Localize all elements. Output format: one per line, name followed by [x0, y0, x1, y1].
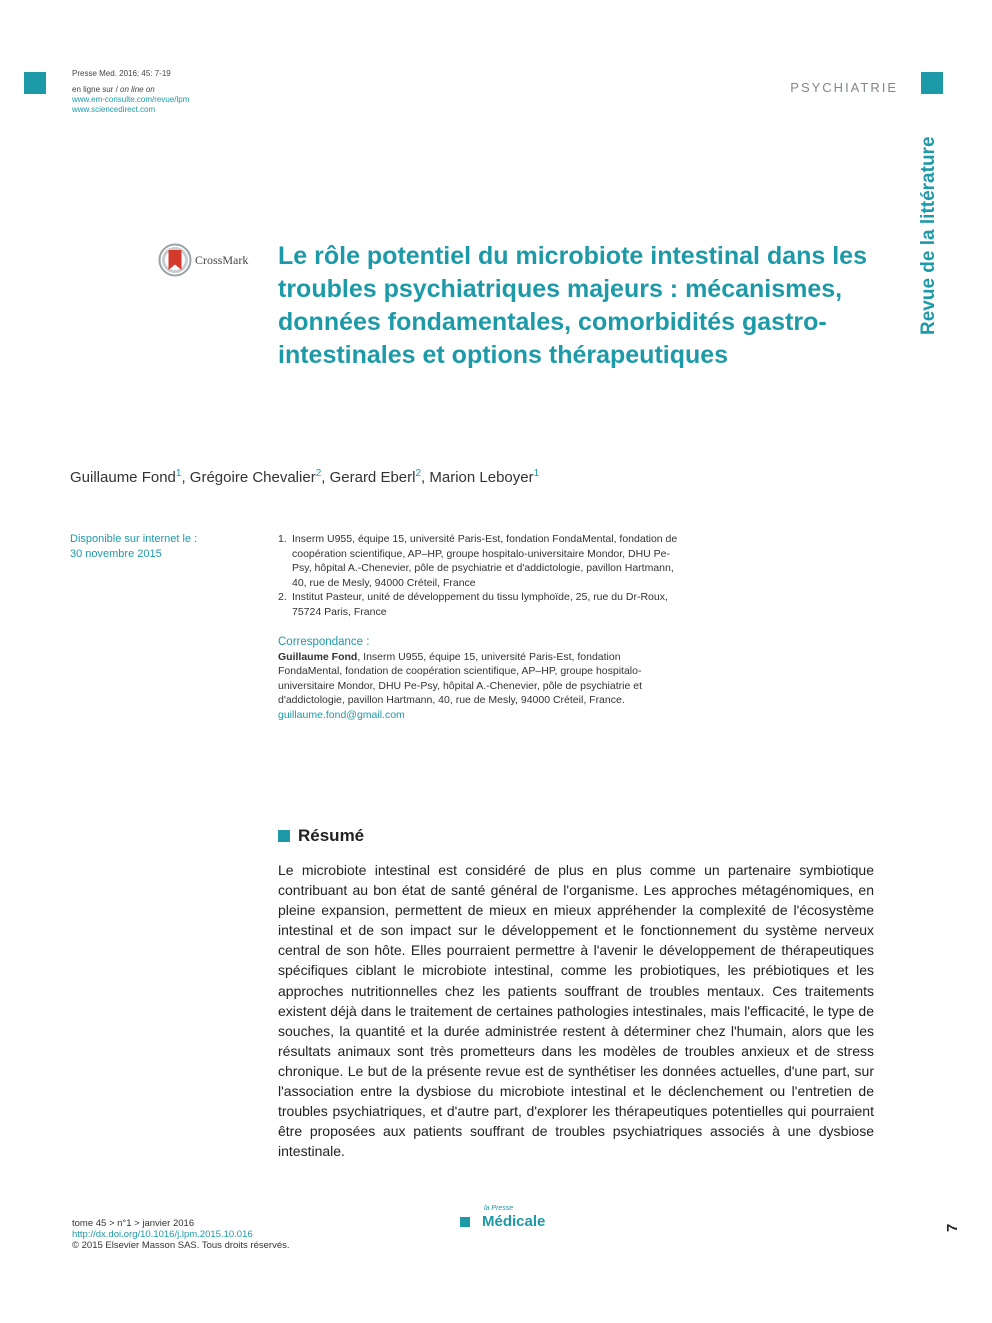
journal-citation: Presse Med. 2016; 45: 7-19 — [72, 69, 171, 78]
crossmark-icon — [158, 243, 192, 277]
sciencedirect-link[interactable]: www.sciencedirect.com — [72, 105, 156, 114]
author-affiliation: 2 — [315, 468, 322, 479]
author-affiliation: 1 — [533, 468, 540, 479]
affiliation-item: 1. Inserm U955, équipe 15, université Paris-Est, fondation FondaMental, fondation de coopération scientifique, AP–HP, groupe hospitalo-universitaire Mondor, DHU Pe-Psy, hôpital A.-Chenevier, pôle de psychiatrie et d'addictologie, pavillon Hartmann, 40, rue de Mesly, 94000 Créteil, France — [278, 533, 678, 589]
em-consulte-link[interactable]: www.em-consulte.com/revue/lpm — [72, 95, 190, 104]
correspondence-block — [278, 635, 678, 722]
corner-square-right — [921, 72, 943, 94]
crossmark-badge[interactable] — [158, 243, 248, 277]
article-type-banner: Revue de la littérature — [918, 136, 939, 335]
abstract-heading — [278, 826, 364, 846]
logo-small-text: la Presse — [484, 1205, 514, 1212]
abstract-heading-text: Résumé — [298, 826, 365, 845]
doi-link[interactable]: http://dx.doi.org/10.1016/j.lpm.2015.10.016 — [72, 1229, 253, 1240]
online-label: en ligne sur / on line on — [72, 85, 155, 94]
availability-date: 30 novembre 2015 — [70, 548, 162, 560]
author-name: Guillaume Fond — [70, 469, 176, 486]
author-list: Guillaume Fond$^1$, Grégoire Chevalier$^2$, Gerard Eberl$^2$, Marion Leboyer$^1$ — [70, 468, 540, 486]
author-affiliation: 2 — [415, 468, 422, 479]
section-label: PSYCHIATRIE — [790, 80, 898, 95]
author-affiliation: 1 — [175, 468, 182, 479]
crossmark-label: CrossMark — [195, 252, 249, 267]
correspondence-email-link[interactable]: guillaume.fond@gmail.com — [278, 708, 405, 721]
logo-square-icon — [460, 1217, 470, 1227]
availability-label: Disponible sur internet le : — [70, 533, 198, 545]
article-title: Le rôle potentiel du microbiote intestinal dans les troubles psychiatriques majeurs : mécanismes, données fondamentales, comorbidités gastro-intestinales et options thérapeutiques — [278, 242, 867, 369]
author-name: Gerard Eberl — [329, 469, 416, 486]
heading-square-marker — [278, 830, 290, 842]
author-name: Grégoire Chevalier — [189, 469, 316, 486]
abstract-text: Le microbiote intestinal est considéré de plus en plus comme un partenaire symbiotique contribuant au bon état de santé général de l'organisme. Les approches métagénomiques, en pleine expansion, permettent de mieux en mieux appréhender la complexité de l'écosystème intestinal et de son impact sur le développement et le fonctionnement du système nerveux central de son hôte. Elles pourraient permettre à l'avenir le développement de thérapeutiques spécifiques ciblant le microbiote intestinal, comme les probiotiques, les prébiotiques et les approches nutritionnelles chez les patients souffrant de troubles mentaux. Ces traitements existent déjà dans le traitement de certaines pathologies intestinales, mais l'efficacité, le type de souches, la quantité et la durée administrée restent à déterminer chez l'humain, alors que les résultats animaux sont très prometteurs dans les modèles de troubles anxieux et de stress chronique. Le but de la présente revue est de synthétiser les données actuelles, d'une part, sur l'association entre la dysbiose du microbiote intestinal et le déclenchement ou l'entretien de troubles psychiatriques, et d'autre part, d'explorer les thérapeutiques potentielles qui pourraient être proposées aux patients souffrant de troubles psychiatriques associés à une dysbiose intestinale. — [278, 862, 874, 1160]
corner-square-left — [24, 72, 46, 94]
author-name: Marion Leboyer — [429, 469, 534, 486]
correspondence-title: Correspondance : — [278, 636, 370, 648]
copyright: © 2015 Elsevier Masson SAS. Tous droits réservés. — [72, 1240, 290, 1251]
journal-logo — [460, 1207, 545, 1230]
page-number: 7 — [944, 1223, 961, 1232]
logo-main-text: Médicale — [482, 1213, 546, 1230]
correspondence-address: Guillaume Fond, Inserm U955, équipe 15, université Paris-Est, fondation FondaMental, fondation de coopération scientifique, AP–HP, groupe hospitalo-universitaire Mondor, DHU Pe-Psy, hôpital A.-Chenevier, pôle de psychiatrie et d'addictologie, pavillon Hartmann, 40, rue de Mesly, 94000 Créteil, France. — [278, 650, 642, 706]
affiliation-item: 2. Institut Pasteur, unité de développement du tissu lymphoïde, 25, rue du Dr-Roux, 75724 Paris, France — [278, 591, 668, 618]
journal-meta — [72, 69, 189, 115]
footer-info — [72, 1218, 290, 1251]
availability-note — [70, 532, 250, 562]
issue-info: tome 45 > n°1 > janvier 2016 — [72, 1218, 195, 1229]
affiliation-list — [278, 532, 688, 619]
